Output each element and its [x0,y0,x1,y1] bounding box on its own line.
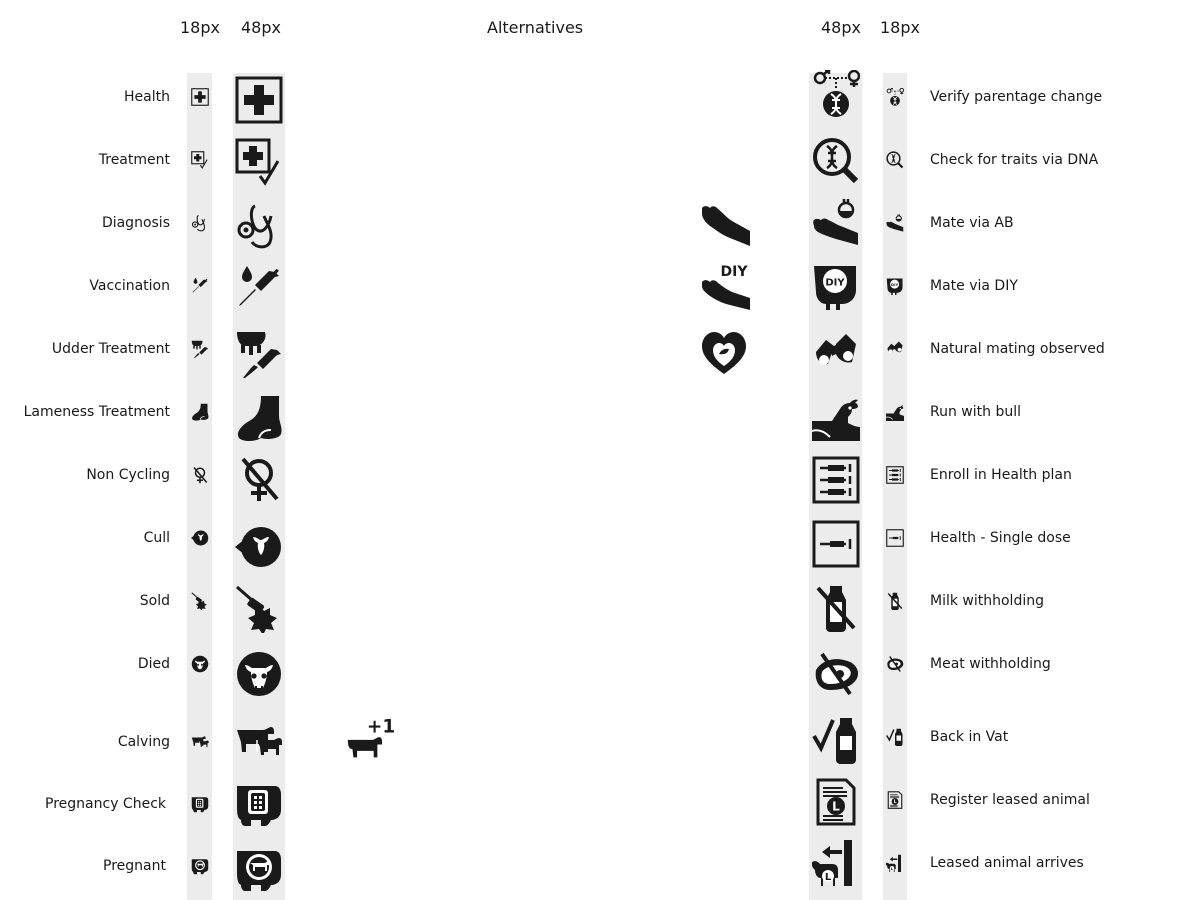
label-mate-via-ab: Mate via AB [930,215,1014,231]
arm-flask-icon [886,214,904,232]
medical-cross-icon [191,88,209,106]
label-mate-via-diy: Mate via DIY [930,278,1018,294]
milk-crossed-icon [812,584,860,632]
label-vaccination: Vaccination [89,278,170,294]
syringe-drop-icon [191,277,209,295]
lease-document-icon [812,778,860,826]
label-sold: Sold [139,593,170,609]
pregnancy-check-icon [191,795,209,813]
label-run-with-bull: Run with bull [930,404,1021,420]
label-leased-animal-arrives: Leased animal arrives [930,855,1084,871]
label-back-in-vat: Back in Vat [930,729,1009,745]
meat-crossed-icon [812,650,860,698]
parentage-dna-icon [812,70,860,118]
arm-flask-icon [812,198,860,246]
diy-cow-icon [812,262,860,310]
lease-arrive-icon [886,854,904,872]
header-right-48px: 48px [821,18,861,37]
calf-plus-one-icon [344,714,396,762]
label-check-for-traits-via-dna: Check for traits via DNA [930,152,1099,168]
label-calving: Calving [117,734,170,750]
bull-icon [812,393,860,441]
strip-right-18px [883,73,907,900]
lease-arrive-icon [812,838,860,886]
bull-icon [886,403,904,421]
header-left-18px: 18px [180,18,220,37]
medical-cross-icon [235,76,283,124]
parentage-dna-icon [886,88,904,106]
syringes-box-icon [886,466,904,484]
label-health-single-dose: Health - Single dose [930,530,1071,546]
label-non-cycling: Non Cycling [86,467,170,483]
stethoscope-icon [191,214,209,232]
strip-left-18px [187,73,212,900]
cull-arrow-icon [191,529,209,547]
header-left-48px: 48px [241,18,281,37]
skull-icon [235,650,283,698]
plus-one-text: +1 [366,716,396,738]
label-cull: Cull [143,530,170,546]
label-register-leased-animal: Register leased animal [930,792,1090,808]
label-pregnant: Pregnant [103,858,166,874]
binoculars-icon [812,330,860,378]
label-treatment: Treatment [98,152,170,168]
dna-search-icon [886,151,904,169]
female-crossed-icon [191,466,209,484]
udder-syringe-icon [235,330,283,378]
milk-check-icon [886,728,904,746]
label-milk-withholding: Milk withholding [930,593,1044,609]
syringe-drop-icon [235,264,283,312]
label-health: Health [124,89,170,105]
header-right-18px: 18px [880,18,920,37]
diy-text: DIY [720,264,748,280]
meat-crossed-icon [886,655,904,673]
pregnancy-check-icon [235,780,283,828]
label-enroll-in-health-plan: Enroll in Health plan [930,467,1072,483]
cow-calf-icon [235,718,283,766]
label-verify-parentage-change: Verify parentage change [930,89,1103,105]
milk-crossed-icon [886,592,904,610]
label-diagnosis: Diagnosis [101,215,170,231]
auction-gavel-icon [235,585,283,633]
label-natural-mating-observed: Natural mating observed [930,341,1105,357]
heart-icon [700,328,748,376]
skull-icon [191,655,209,673]
hoof-icon [191,403,209,421]
label-udder-treatment: Udder Treatment [51,341,170,357]
female-crossed-icon [235,455,283,503]
header-alternatives: Alternatives [487,18,584,37]
lease-document-icon [886,791,904,809]
hoof-icon [235,394,283,442]
dna-search-icon [812,137,860,185]
label-died: Died [137,656,170,672]
udder-syringe-icon [191,340,209,358]
single-syringe-icon [812,520,860,568]
pregnant-cow-icon [191,857,209,875]
diy-cow-icon [886,277,904,295]
milk-check-icon [812,716,860,764]
label-pregnancy-check: Pregnancy Check [45,796,166,812]
single-syringe-icon [886,529,904,547]
diy-arm-icon [700,262,752,310]
auction-gavel-icon [191,592,209,610]
cross-check-icon [191,151,209,169]
label-meat-withholding: Meat withholding [930,656,1051,672]
cross-check-icon [235,138,283,186]
pregnant-cow-icon [235,845,283,893]
cull-arrow-icon [235,523,283,571]
stethoscope-icon [235,202,283,250]
syringes-box-icon [812,456,860,504]
label-lameness-treatment: Lameness Treatment [23,404,170,420]
arm-icon [700,198,752,246]
binoculars-icon [886,340,904,358]
cow-calf-icon [191,733,209,751]
